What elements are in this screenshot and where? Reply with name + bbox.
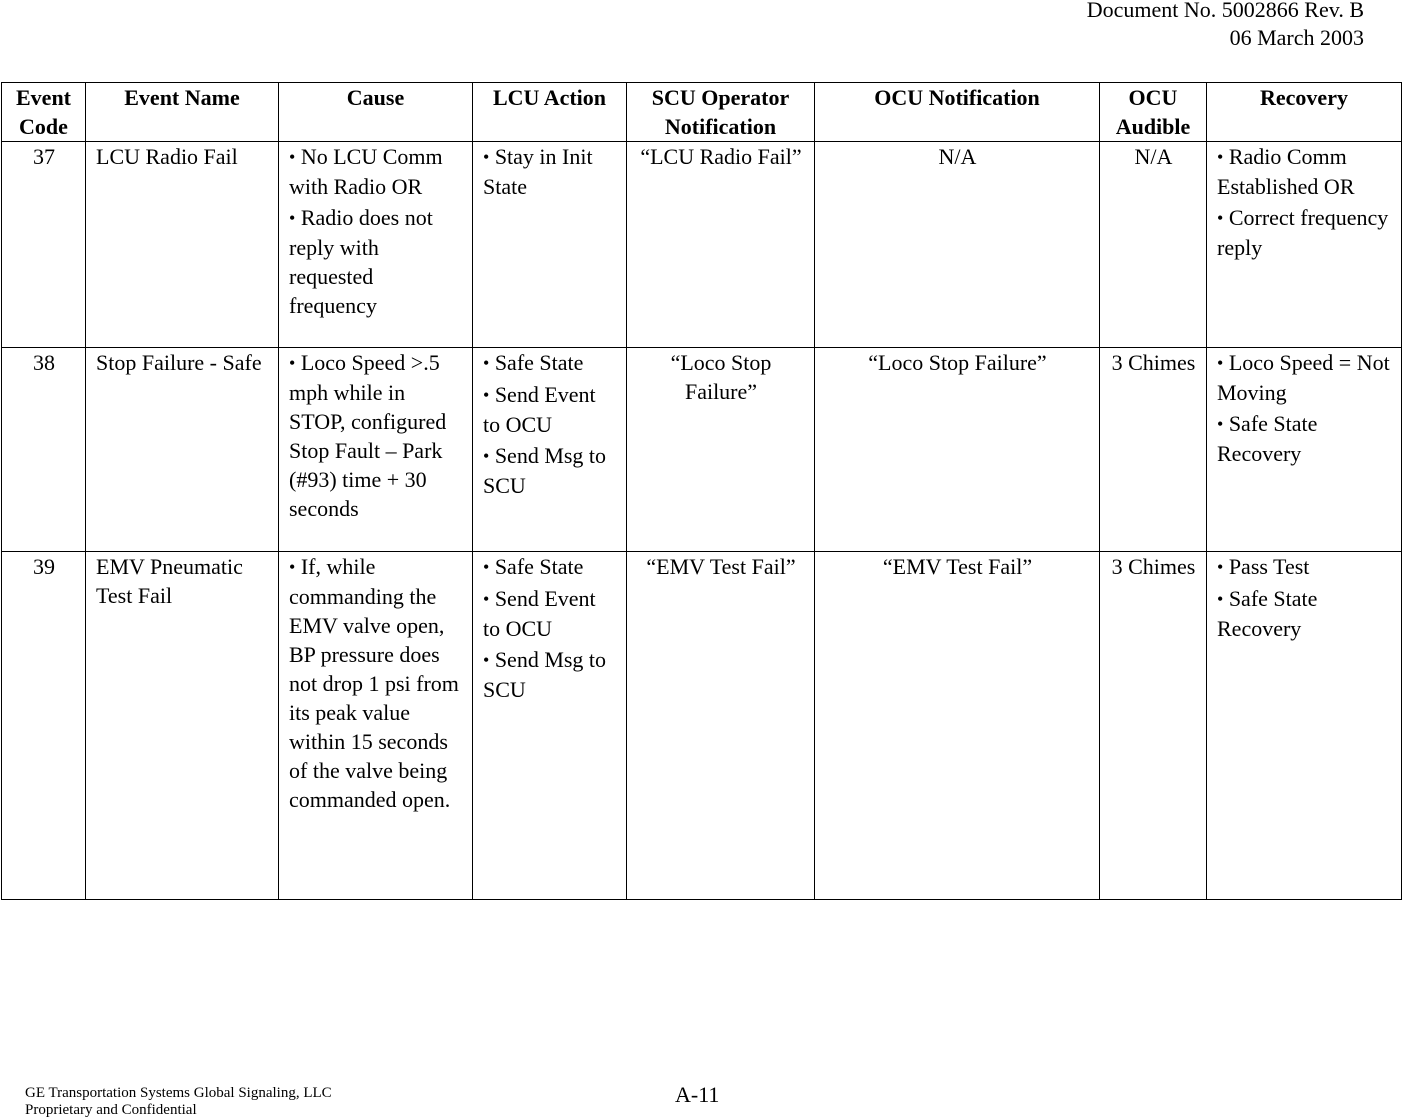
scu-notification-cell: “LCU Radio Fail”: [627, 142, 815, 348]
scu-notification-cell: “Loco Stop Failure”: [627, 348, 815, 552]
event-code-cell: 38: [2, 348, 86, 552]
bullet-item: [1217, 348, 1392, 407]
ocu-audible-cell: N/A: [1100, 142, 1207, 348]
bullet-text: Safe State: [494, 554, 584, 579]
bullet-item: [483, 441, 617, 500]
ocu-notification-cell: “EMV Test Fail”: [815, 552, 1100, 900]
bullet-icon: •: [1217, 414, 1224, 434]
bullet-item: [289, 203, 463, 320]
bullet-text: Send Msg to SCU: [483, 443, 607, 498]
bullet-icon: •: [1217, 557, 1224, 577]
bullet-text: If, while commanding the EMV valve open, BP pressure does not drop 1 psi from its peak value within 15 seconds of the valve being commanded open.: [289, 554, 459, 812]
recovery-cell: [1207, 552, 1402, 900]
col-header-scu-notification: SCU Operator Notification: [627, 83, 815, 142]
event-code-cell: 37: [2, 142, 86, 348]
col-header-ocu-audible: OCU Audible: [1100, 83, 1207, 142]
table-row: [2, 142, 1402, 348]
bullet-icon: •: [483, 446, 490, 466]
bullet-item: [1217, 409, 1392, 468]
bullet-icon: •: [289, 353, 296, 373]
bullet-item: [289, 552, 463, 814]
col-header-event-code: Event Code: [2, 83, 86, 142]
bullet-icon: •: [483, 147, 490, 167]
bullet-text: Loco Speed >.5 mph while in STOP, configured Stop Fault – Park (#93) time + 30 seconds: [289, 350, 447, 521]
col-header-recovery: Recovery: [1207, 83, 1402, 142]
bullet-item: [1217, 584, 1392, 643]
footer-company-block: [25, 1085, 332, 1119]
event-name-cell: LCU Radio Fail: [86, 142, 279, 348]
lcu-action-cell: [473, 142, 627, 348]
bullet-text: Radio Comm Established OR: [1217, 144, 1355, 199]
bullet-text: Pass Test: [1228, 554, 1310, 579]
bullet-item: [289, 348, 463, 523]
recovery-cell: [1207, 142, 1402, 348]
bullet-item: [483, 584, 617, 643]
bullet-item: [483, 348, 617, 378]
recovery-cell: [1207, 348, 1402, 552]
bullet-text: Correct frequency reply: [1217, 205, 1389, 260]
bullet-text: Radio does not reply with requested frequency: [289, 205, 433, 318]
bullet-icon: •: [1217, 147, 1224, 167]
bullet-item: [483, 645, 617, 704]
bullet-icon: •: [289, 147, 296, 167]
page-number: A-11: [675, 1082, 720, 1107]
bullet-icon: •: [483, 650, 490, 670]
event-name-cell: EMV Pneumatic Test Fail: [86, 552, 279, 900]
bullet-icon: •: [483, 557, 490, 577]
footer-company: GE Transportation Systems Global Signaling, LLC: [25, 1085, 332, 1101]
bullet-item: [483, 552, 617, 582]
bullet-icon: •: [1217, 208, 1224, 228]
bullet-text: Send Event to OCU: [483, 586, 596, 641]
scu-notification-cell: “EMV Test Fail”: [627, 552, 815, 900]
bullet-text: Stay in Init State: [483, 144, 593, 199]
table-header-row: [2, 83, 1402, 142]
bullet-icon: •: [289, 557, 296, 577]
bullet-item: [483, 380, 617, 439]
cause-cell: [279, 552, 473, 900]
bullet-icon: •: [483, 589, 490, 609]
event-name-cell: Stop Failure - Safe: [86, 348, 279, 552]
bullet-text: Send Msg to SCU: [483, 647, 607, 702]
ocu-audible-cell: 3 Chimes: [1100, 552, 1207, 900]
ocu-notification-cell: “Loco Stop Failure”: [815, 348, 1100, 552]
ocu-notification-cell: N/A: [815, 142, 1100, 348]
bullet-text: Safe State Recovery: [1217, 586, 1318, 641]
bullet-item: [1217, 203, 1392, 262]
lcu-action-cell: [473, 348, 627, 552]
col-header-cause: Cause: [279, 83, 473, 142]
cause-cell: [279, 348, 473, 552]
bullet-item: [1217, 552, 1392, 582]
footer-confidentiality: Proprietary and Confidential: [25, 1102, 197, 1118]
bullet-icon: •: [1217, 589, 1224, 609]
bullet-item: [289, 142, 463, 201]
bullet-icon: •: [289, 208, 296, 228]
bullet-text: Loco Speed = Not Moving: [1217, 350, 1390, 405]
ocu-audible-cell: 3 Chimes: [1100, 348, 1207, 552]
bullet-text: No LCU Comm with Radio OR: [289, 144, 443, 199]
cause-cell: [279, 142, 473, 348]
table-row: [2, 348, 1402, 552]
bullet-text: Safe State Recovery: [1217, 411, 1318, 466]
event-table: [1, 82, 1402, 900]
document-date: 06 March 2003: [1229, 25, 1364, 50]
bullet-icon: •: [1217, 353, 1224, 373]
col-header-ocu-notification: OCU Notification: [815, 83, 1100, 142]
table-row: [2, 552, 1402, 900]
bullet-item: [483, 142, 617, 201]
document-header: [1087, 0, 1364, 52]
bullet-text: Safe State: [494, 350, 584, 375]
bullet-item: [1217, 142, 1392, 201]
bullet-text: Send Event to OCU: [483, 382, 596, 437]
document-number: Document No. 5002866 Rev. B: [1086, 0, 1364, 22]
col-header-lcu-action: LCU Action: [473, 83, 627, 142]
bullet-icon: •: [483, 385, 490, 405]
event-code-cell: 39: [2, 552, 86, 900]
col-header-event-name: Event Name: [86, 83, 279, 142]
bullet-icon: •: [483, 353, 490, 373]
lcu-action-cell: [473, 552, 627, 900]
